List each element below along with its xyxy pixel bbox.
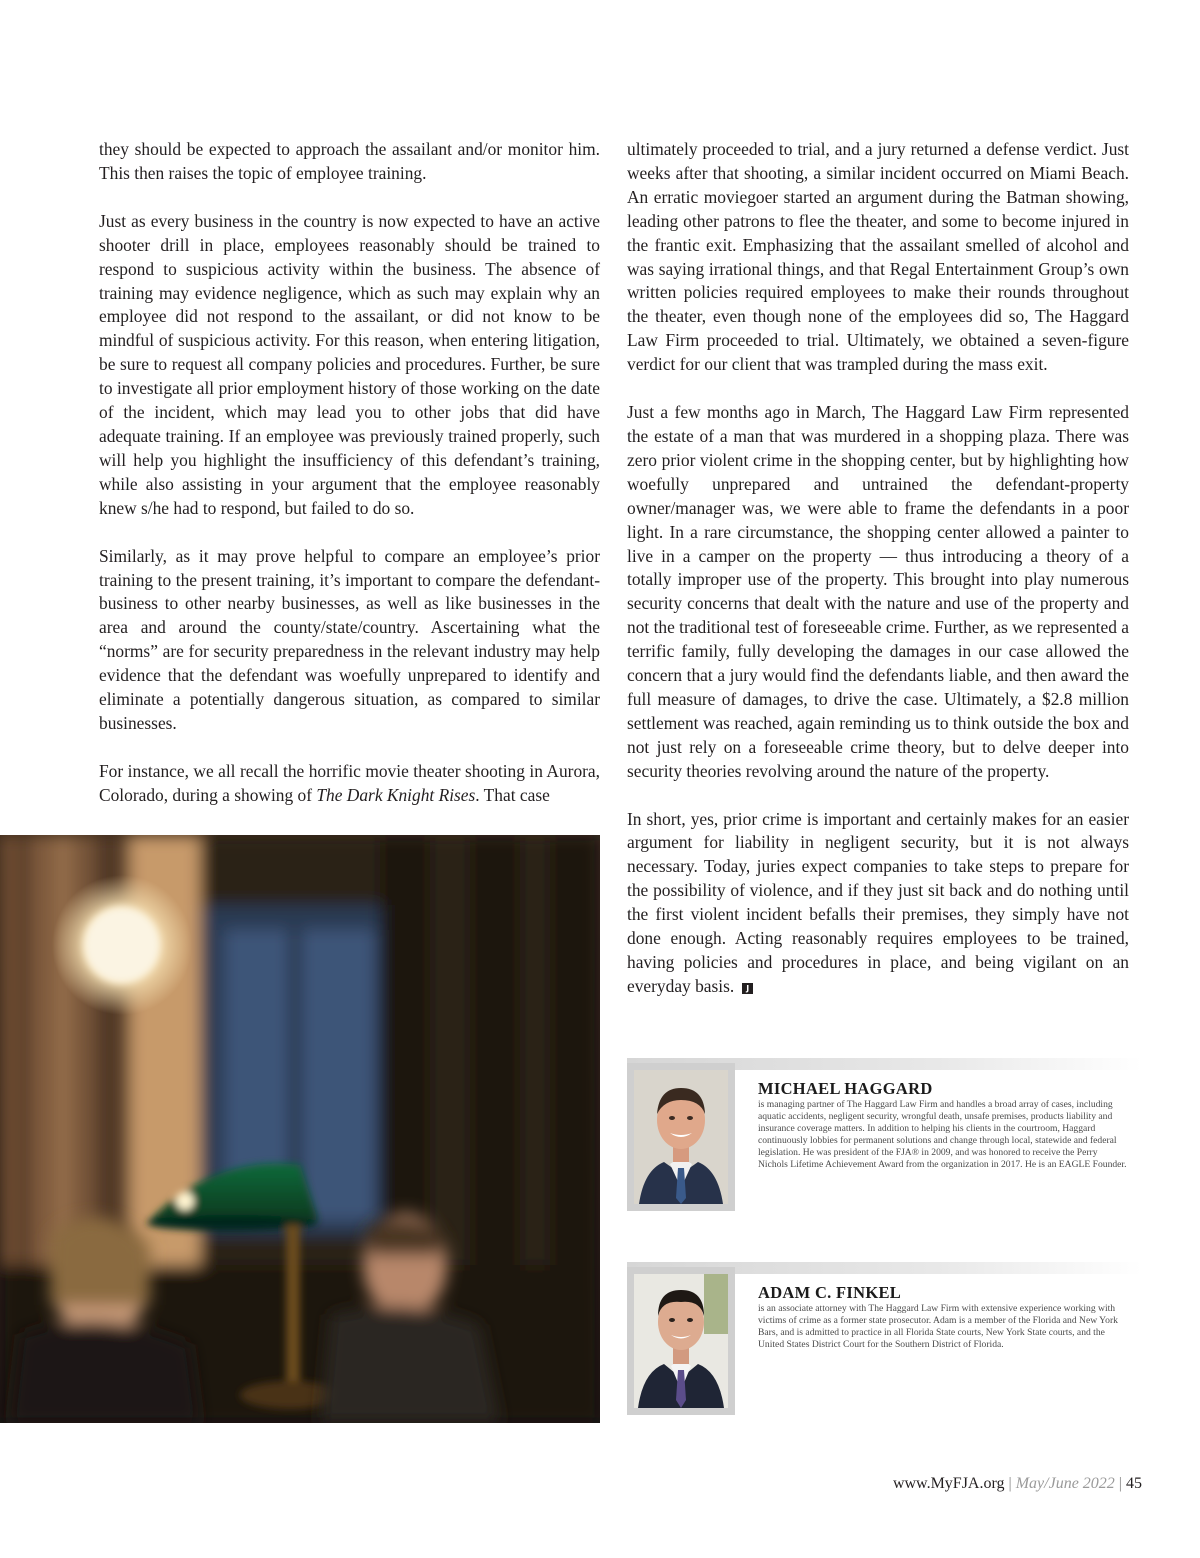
author-description: is managing partner of The Haggard Law Firm and handles a broad array of cases, including aquatic accidents, negligent security, wrongful death, unsafe premises, products liability and insurance coverage matters. In addition to helping his clients in the courtroom, Haggard continuously lobbies for permanent solutions and change through local, statewide and federal legislation. He was president of the FJA® in 2009, and was honored to receive the Perry Nichols Lifetime Achievement Award from the organization in 2017. He is an EAGLE Founder. — [758, 1099, 1127, 1170]
end-of-article-icon: J — [742, 983, 753, 994]
paragraph — [627, 808, 1129, 999]
footer-separator: | — [1008, 1475, 1012, 1492]
page-footer — [893, 1475, 1142, 1493]
paragraph: Just as every business in the country is now expected to have an active shooter drill in place, employees reasonably should be trained to respond to suspicious activity within the business. The absence of training may evidence negligence, which as such may explain why an employee did not respond to the assailant, or did not know to be mindful of suspicious activity. For this reason, when entering litigation, be sure to request all company policies and procedures. Further, be sure to investigate all prior employment history of those working on the date of the incident, which may lead you to other jobs that did have adequate training. If an employee was previously trained properly, such will help you highlight the insufficiency of this defendant’s training, while also assisting in your argument that the employee reasonably knew s/he had to respond, but failed to do so. — [99, 210, 600, 518]
text-run: For instance, we all recall the horrific movie theater shooting in Aurora, Colorado, during a showing of — [99, 760, 600, 805]
bio-text-block — [758, 1284, 1128, 1351]
courtroom-illustration — [0, 835, 600, 1423]
courtroom-photo — [0, 835, 600, 1423]
footer-issue-date: May/June 2022 — [1015, 1475, 1115, 1492]
author-description: is an associate attorney with The Haggard Law Firm with extensive experience working with victims of crime as a former state prosecutor. Adam is a member of the Florida and New York Bars, and is admitted to practice in all Florida State courts, New York State courts, and the United States District Court for the Southern District of Florida. — [758, 1303, 1118, 1350]
author-name: MICHAEL HAGGARD — [758, 1079, 933, 1098]
author-bio-adam-finkel — [627, 1262, 1142, 1427]
wall-lamp — [84, 907, 160, 983]
page-number: 45 — [1126, 1475, 1142, 1492]
text-run: . That case — [475, 784, 550, 805]
headshot-adam-finkel — [627, 1267, 735, 1415]
author-name: ADAM C. FINKEL — [758, 1283, 902, 1302]
paragraph — [99, 760, 600, 808]
paragraph: they should be expected to approach the assailant and/or monitor him. This then raises the topic of employee training. — [99, 139, 600, 183]
right-column — [627, 138, 1129, 1023]
bio-text-block — [758, 1080, 1128, 1170]
author-bio-michael-haggard — [627, 1058, 1142, 1223]
portrait-photo — [634, 1274, 728, 1408]
paragraph: ultimately proceeded to trial, and a jury returned a defense verdict. Just weeks after that shooting, a similar incident occurred on Miami Beach. An erratic moviegoer started an argument during the Batman showing, leading other patrons to flee the theater, and some to become injured in the frantic exit. Emphasizing that the assailant smelled of alcohol and was saying irrational things, and that Regal Entertainment Group’s own written policies required employees to make their rounds throughout the theater, even though none of the employees did so, The Haggard Law Firm proceeded to trial. Ultimately, we obtained a seven-figure verdict for our client that was trampled during the mass exit. — [627, 139, 1129, 375]
footer-separator: | — [1118, 1475, 1122, 1492]
text-run: In short, yes, prior crime is important and certainly makes for an easier argument for liability in negligent security, but it is not always necessary. Today, juries expect companies to take steps to prepare for the possibility of violence, and if they just sit back and do nothing until the first violent incident befalls their premises, they simply have not done enough. Acting reasonably requires employees to be trained, having policies and procedures in place, and being vigilant on an everyday basis. — [627, 808, 1129, 996]
paragraph: Similarly, as it may prove helpful to compare an employee’s prior training to the present training, it’s important to compare the defendant-business to other nearby businesses, as well as like businesses in the area and around the county/state/country. Ascertaining what the “norms” are for security preparedness in the relevant industry may help evidence that the defendant was woefully unprepared to identify and eliminate a potentially dangerous situation, as compared to similar businesses. — [99, 545, 600, 733]
film-title: The Dark Knight Rises — [316, 784, 476, 805]
footer-website[interactable]: www.MyFJA.org — [892, 1475, 1005, 1492]
headshot-michael-haggard — [627, 1063, 735, 1211]
left-column — [99, 138, 600, 832]
paragraph: Just a few months ago in March, The Haggard Law Firm represented the estate of a man that was murdered in a shopping plaza. There was zero prior violent crime in the shopping center, but by highlighting how woefully unprepared and untrained the defendant-property owner/manager was, we were able to frame the defendants in a poor light. In a rare circumstance, the shopping center allowed a painter to live in a camper on the property — thus introducing a theory of a totally improper use of the property. This brought into play numerous security concerns that dealt with the nature and use of the property and not the traditional test of foreseeable crime. Further, as we represented a terrific family, fully developing the damages in our case allowed the concern that a jury would find the defendants liable, and then award the full measure of damages, to drive the case. Ultimately, a $2.8 million settlement was reached, again reminding us to think outside the box and not just rely on a foreseeable crime theory, but to delve deeper into security theories revolving around the nature of the property. — [627, 402, 1129, 781]
portrait-photo — [634, 1070, 728, 1204]
